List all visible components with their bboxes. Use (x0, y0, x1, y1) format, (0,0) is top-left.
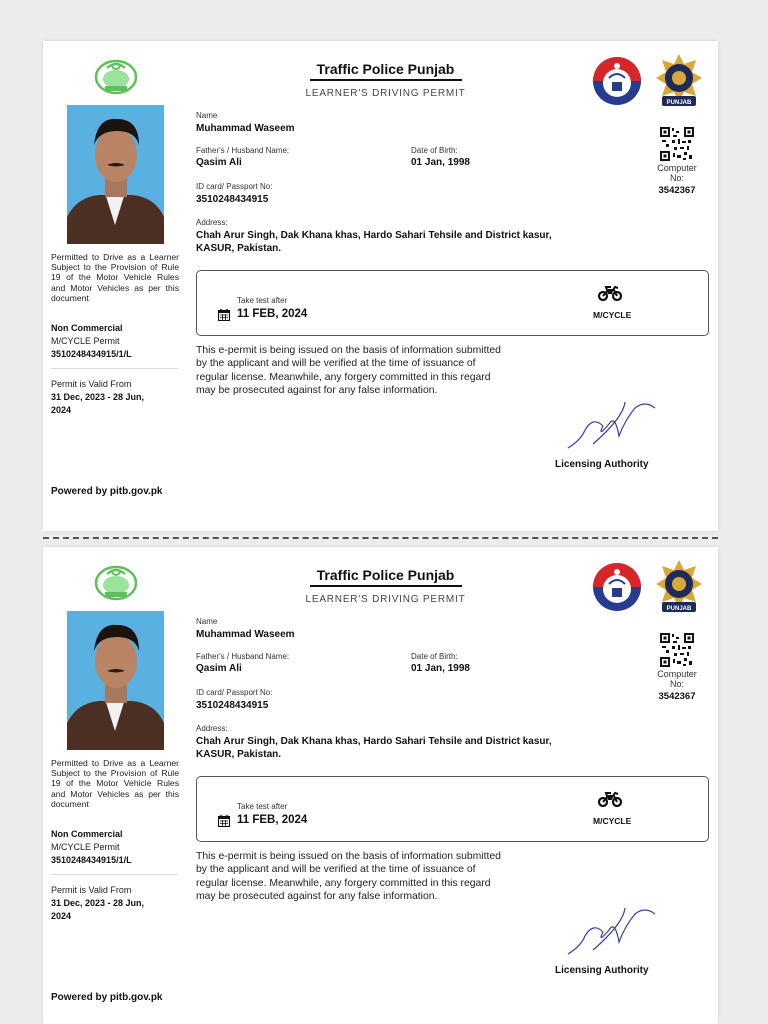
permit-conditions-note: Permitted to Drive as a Learner Subject to the Provision of Rule 19 of the Motor Vehicle Rules and Motor Vehicles as per this document (51, 758, 179, 809)
applicant-photo (67, 611, 164, 750)
qr-code-icon (660, 633, 694, 667)
powered-by: Powered by pitb.gov.pk (51, 992, 163, 1003)
header-title: Traffic Police Punjab (316, 61, 455, 77)
computer-no-label-cont: No: (669, 679, 684, 689)
test-label: Take test after (237, 802, 288, 811)
father-label: Father's / Husband Name: (196, 146, 290, 155)
punjab-govt-emblem-icon (93, 58, 139, 96)
idcard-value: 3510248434915 (196, 700, 269, 711)
permit-number: 3510248434915/1/L (51, 349, 132, 359)
address-label: Address: (196, 724, 228, 733)
person-photo-icon (67, 105, 164, 244)
computer-no-label: Computer (657, 669, 697, 679)
test-vehicle: M/CYCLE (593, 816, 632, 826)
name-value: Muhammad Waseem (196, 629, 295, 640)
father-value: Qasim Ali (196, 663, 242, 674)
punjab-police-emblem-icon (592, 562, 642, 612)
computer-no-value: 3542367 (658, 185, 696, 196)
dob-value: 01 Jan, 1998 (411, 157, 470, 168)
test-date: 11 FEB, 2024 (237, 814, 308, 826)
permit-class: M/CYCLE Permit (51, 842, 120, 852)
applicant-photo (67, 105, 164, 244)
test-info-box (196, 776, 709, 842)
father-label: Father's / Husband Name: (196, 652, 290, 661)
traffic-police-badge-icon (654, 558, 704, 616)
test-date: 11 FEB, 2024 (237, 308, 308, 320)
punjab-police-emblem-icon (592, 56, 642, 106)
validity-label: Permit is Valid From (51, 885, 132, 895)
person-photo-icon (67, 611, 164, 750)
calendar-icon (218, 309, 230, 321)
father-value: Qasim Ali (196, 157, 242, 168)
validity-range: 31 Dec, 2023 - 28 Jun, (51, 392, 145, 402)
validity-range: 31 Dec, 2023 - 28 Jun, (51, 898, 145, 908)
header-subtitle: LEARNER'S DRIVING PERMIT (305, 594, 466, 605)
permit-card-1 (43, 41, 718, 531)
computer-no-value: 3542367 (658, 691, 696, 702)
permit-category: Non Commercial (51, 323, 123, 333)
address-line-1: Chah Arur Singh, Dak Khana khas, Hardo Sahari Tehsile and District kasur, (196, 230, 552, 241)
idcard-label: ID card/ Passport No: (196, 182, 273, 191)
cut-line (43, 537, 718, 539)
address-label: Address: (196, 218, 228, 227)
disclaimer-text: This e-permit is being issued on the basis of information submitted by the applicant and will be verified at the time of issuance of regular license. Meanwhile, any forgery committed in this regard may be prosecuted against for any false information. (196, 851, 501, 903)
dob-label: Date of Birth: (411, 146, 458, 155)
divider (51, 874, 178, 875)
badge-text: PUNJAB (666, 606, 692, 612)
dob-label: Date of Birth: (411, 652, 458, 661)
permit-card-2 (43, 547, 718, 1024)
calendar-icon (218, 815, 230, 827)
header-underline (310, 79, 462, 81)
signature-icon (563, 902, 663, 962)
divider (51, 368, 178, 369)
badge-text: PUNJAB (666, 100, 692, 106)
test-info-box (196, 270, 709, 336)
punjab-govt-emblem-icon (93, 564, 139, 602)
motorcycle-icon (598, 791, 622, 807)
validity-range-cont: 2024 (51, 911, 72, 921)
validity-label: Permit is Valid From (51, 379, 132, 389)
name-value: Muhammad Waseem (196, 123, 295, 134)
computer-no-block (643, 669, 711, 702)
permit-category: Non Commercial (51, 829, 123, 839)
dob-value: 01 Jan, 1998 (411, 663, 470, 674)
signature-icon (563, 396, 663, 456)
idcard-value: 3510248434915 (196, 194, 269, 205)
permit-class: M/CYCLE Permit (51, 336, 120, 346)
powered-by: Powered by pitb.gov.pk (51, 486, 163, 497)
computer-no-label-cont: No: (669, 173, 684, 183)
name-label: Name (196, 111, 218, 120)
qr-code-icon (660, 127, 694, 161)
header-title: Traffic Police Punjab (316, 567, 455, 583)
computer-no-label: Computer (657, 163, 697, 173)
test-vehicle: M/CYCLE (593, 310, 632, 320)
motorcycle-icon (598, 285, 622, 301)
header-underline (310, 585, 462, 587)
address-line-2: KASUR, Pakistan. (196, 749, 282, 760)
address-line-2: KASUR, Pakistan. (196, 243, 282, 254)
permit-conditions-note: Permitted to Drive as a Learner Subject to the Provision of Rule 19 of the Motor Vehicle Rules and Motor Vehicles as per this document (51, 252, 179, 303)
header-subtitle: LEARNER'S DRIVING PERMIT (305, 88, 466, 99)
licensing-authority: Licensing Authority (555, 965, 649, 976)
computer-no-block (643, 163, 711, 196)
test-label: Take test after (237, 296, 288, 305)
name-label: Name (196, 617, 218, 626)
address-line-1: Chah Arur Singh, Dak Khana khas, Hardo Sahari Tehsile and District kasur, (196, 736, 552, 747)
permit-number: 3510248434915/1/L (51, 855, 132, 865)
traffic-police-badge-icon (654, 52, 704, 110)
idcard-label: ID card/ Passport No: (196, 688, 273, 697)
validity-range-cont: 2024 (51, 405, 72, 415)
licensing-authority: Licensing Authority (555, 459, 649, 470)
disclaimer-text: This e-permit is being issued on the basis of information submitted by the applicant and will be verified at the time of issuance of regular license. Meanwhile, any forgery committed in this regard may be prosecuted against for any false information. (196, 345, 501, 397)
